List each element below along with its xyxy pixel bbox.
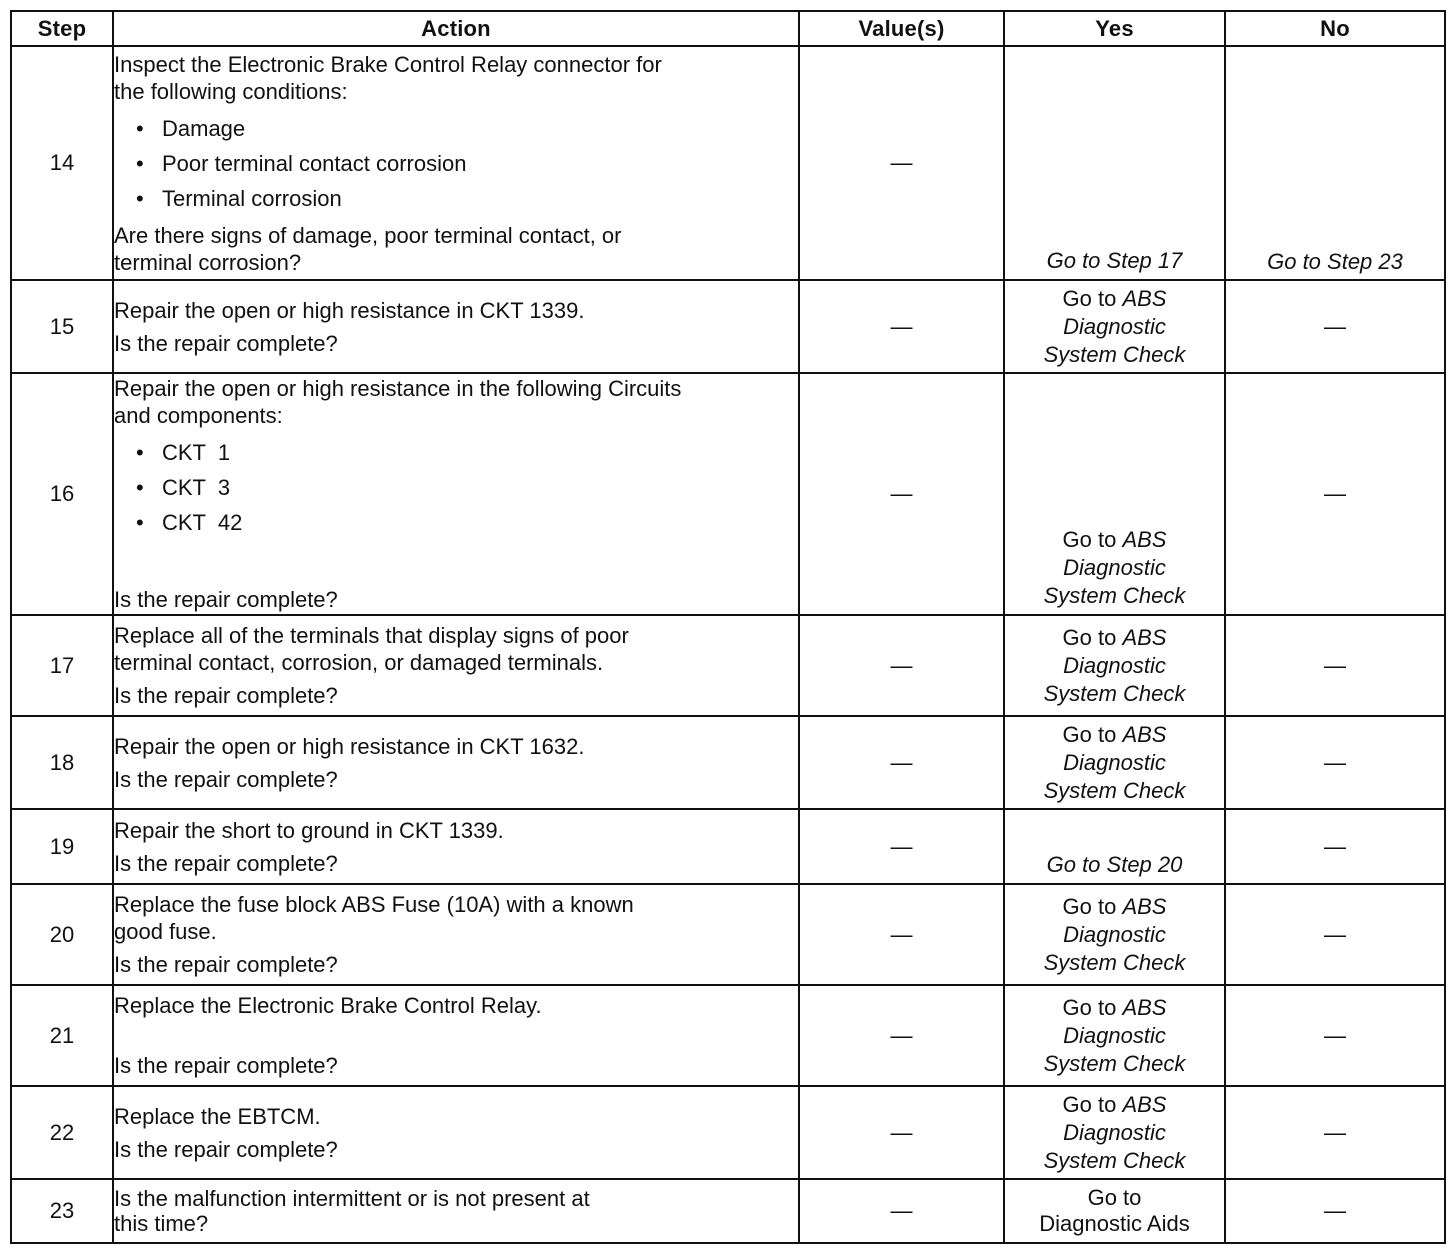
not-applicable-dash: — [890,1022,913,1048]
yes-action [1004,985,1225,1086]
value-cell [799,809,1004,884]
yes-action: Go to Step 17 [1004,46,1225,280]
yes-link: Diagnostic Aids [1039,1211,1190,1236]
yes-action [1004,884,1225,985]
yes-link: ABS [1122,285,1167,311]
action-text: terminal contact, corrosion, or damaged terminals. [114,650,604,675]
list-item: • Poor terminal contact corrosion [136,146,798,181]
yes-tail: Diagnostic [1063,1022,1166,1048]
yes-link: ABS [1122,527,1167,552]
step-number: 22 [11,1086,113,1179]
yes-tail: Diagnostic [1063,921,1166,947]
yes-prefix: Go to [1062,285,1117,311]
yes-action [1004,716,1225,809]
action-text: Replace all of the terminals that display signs of poor [114,623,629,648]
value-cell [799,716,1004,809]
question-text: Is the malfunction intermittent or is not present at [114,1186,590,1211]
action-text: Replace the EBTCM. [114,1103,321,1129]
yes-prefix: Go to [1062,994,1117,1020]
yes-action [1004,1086,1225,1179]
not-applicable-dash: — [890,1198,913,1223]
header-no: No [1225,11,1445,46]
action-cell [113,716,799,809]
no-action [1225,1086,1445,1179]
no-action [1225,985,1445,1086]
yes-tail: Diagnostic [1063,652,1166,678]
value-cell [799,1086,1004,1179]
yes-tail: System Check [1043,680,1186,706]
action-cell [113,46,799,280]
action-text: the following conditions: [114,78,348,104]
yes-prefix: Go to [1062,721,1117,747]
action-text: Repair the short to ground in CKT 1339. [114,817,504,843]
not-applicable-dash: — [890,481,913,506]
yes-link: ABS [1122,994,1167,1020]
yes-tail: Diagnostic [1063,749,1166,775]
question-text: Is the repair complete? [114,1136,338,1162]
value-cell [799,615,1004,716]
step-number: 18 [11,716,113,809]
not-applicable-dash: — [1324,921,1346,947]
yes-prefix: Go to [1062,893,1117,919]
header-action: Action [113,11,799,46]
yes-link: ABS [1122,893,1167,919]
question-text: this time? [114,1211,209,1236]
yes-tail: System Check [1043,777,1186,803]
list-item: • CKT 3 [136,470,798,505]
yes-action: Go to Step 20 [1004,809,1225,884]
yes-prefix: Go to [1062,527,1117,552]
question-text: Is the repair complete? [114,1053,338,1078]
value-cell [799,1179,1004,1243]
no-action: Go to Step 23 [1225,46,1445,280]
step-number: 19 [11,809,113,884]
yes-action [1004,373,1225,615]
step-number: 20 [11,884,113,985]
yes-tail: Diagnostic [1063,555,1166,580]
yes-tail: System Check [1043,1050,1186,1076]
action-cell [113,280,799,373]
yes-tail: System Check [1043,949,1186,975]
action-cell [113,1086,799,1179]
value-cell [799,373,1004,615]
yes-action [1004,615,1225,716]
table-row [11,716,1445,809]
yes-tail: System Check [1043,1147,1186,1173]
action-cell [113,1179,799,1243]
yes-prefix: Go to [1062,624,1117,650]
list-item: • CKT 42 [136,505,798,540]
no-action [1225,1179,1445,1243]
table-row [11,46,1445,280]
action-text: Inspect the Electronic Brake Control Relay connector for [114,51,662,77]
yes-tail: Diagnostic [1063,313,1166,339]
not-applicable-dash: — [890,313,913,339]
not-applicable-dash: — [890,833,913,859]
question-text: Is the repair complete? [114,683,338,708]
not-applicable-dash: — [890,749,913,775]
header-yes: Yes [1004,11,1225,46]
yes-tail: System Check [1043,583,1186,608]
not-applicable-dash: — [1324,652,1346,678]
no-action [1225,884,1445,985]
action-text: Replace the fuse block ABS Fuse (10A) with a known [114,892,634,917]
yes-prefix: Go to [1062,1091,1117,1117]
action-text: Repair the open or high resistance in CKT 1339. [114,297,585,323]
question-text: Is the repair complete? [114,587,338,612]
no-action [1225,809,1445,884]
table-row [11,1086,1445,1179]
not-applicable-dash: — [1324,749,1346,775]
yes-link: ABS [1122,721,1167,747]
step-number: 15 [11,280,113,373]
action-cell [113,985,799,1086]
yes-tail: System Check [1043,341,1186,367]
action-text: Repair the open or high resistance in CKT 1632. [114,733,585,759]
yes-prefix: Go to [1087,1185,1142,1210]
not-applicable-dash: — [1324,1119,1346,1145]
not-applicable-dash: — [1324,1198,1346,1223]
question-text: terminal corrosion? [114,249,302,275]
table-row [11,985,1445,1086]
value-cell [799,46,1004,280]
value-cell [799,985,1004,1086]
list-item: • CKT 1 [136,435,798,470]
not-applicable-dash: — [1324,481,1346,506]
step-number: 21 [11,985,113,1086]
not-applicable-dash: — [890,921,913,947]
condition-list [114,111,798,216]
header-step: Step [11,11,113,46]
action-text: and components: [114,403,283,428]
yes-link: ABS [1122,624,1167,650]
diagnostic-steps-table [10,10,1446,1244]
not-applicable-dash: — [1324,313,1346,339]
yes-action [1004,280,1225,373]
not-applicable-dash: — [890,150,913,175]
table-row [11,884,1445,985]
table-row [11,373,1445,615]
yes-action [1004,1179,1225,1243]
action-cell [113,373,799,615]
value-cell [799,280,1004,373]
table-row [11,615,1445,716]
action-cell [113,884,799,985]
action-cell [113,615,799,716]
table-row [11,280,1445,373]
yes-link: ABS [1122,1091,1167,1117]
action-text: Replace the Electronic Brake Control Relay. [114,993,542,1018]
action-cell [113,809,799,884]
no-action [1225,615,1445,716]
question-text: Are there signs of damage, poor terminal contact, or [114,222,622,248]
question-text: Is the repair complete? [114,330,338,356]
not-applicable-dash: — [890,652,913,678]
not-applicable-dash: — [1324,1022,1346,1048]
yes-tail: Diagnostic [1063,1119,1166,1145]
question-text: Is the repair complete? [114,952,338,977]
action-text: Repair the open or high resistance in the following Circuits [114,376,682,401]
no-action [1225,716,1445,809]
no-action [1225,373,1445,615]
header-row [11,11,1445,46]
not-applicable-dash: — [1324,833,1346,859]
table-row [11,809,1445,884]
no-action [1225,280,1445,373]
action-text: good fuse. [114,919,217,944]
table-row [11,1179,1445,1243]
step-number: 14 [11,46,113,280]
header-values: Value(s) [799,11,1004,46]
not-applicable-dash: — [890,1119,913,1145]
list-item: • Damage [136,111,798,146]
step-number: 16 [11,373,113,615]
step-number: 17 [11,615,113,716]
step-number: 23 [11,1179,113,1243]
question-text: Is the repair complete? [114,850,338,876]
value-cell [799,884,1004,985]
circuit-list [114,435,798,540]
list-item: • Terminal corrosion [136,181,798,216]
question-text: Is the repair complete? [114,766,338,792]
